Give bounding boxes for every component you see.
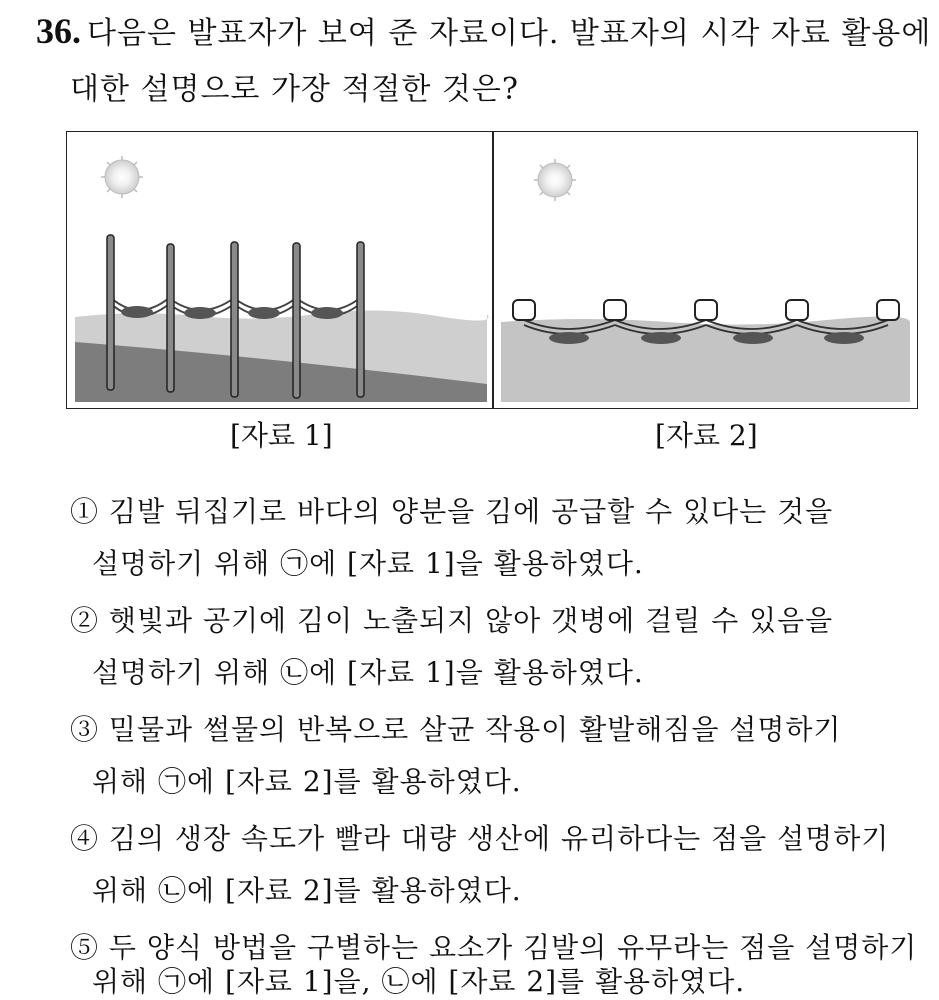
caption-figure-2: [자료 2] xyxy=(655,419,758,452)
question-line-1 xyxy=(36,8,931,52)
question-text-1: 다음은 발표자가 보여 준 자료이다. 발표자의 시각 자료 활용에 xyxy=(87,16,932,51)
caption-figure-1: [자료 1] xyxy=(230,419,333,452)
figure-divider xyxy=(492,132,494,408)
sun-icon xyxy=(101,156,143,198)
option-4-line-1: ④ 김의 생장 속도가 빨라 대량 생산에 유리하다는 점을 설명하기 xyxy=(70,822,890,855)
option-5-line-2: 위해 ㉠에 [자료 1]을, ㉡에 [자료 2]를 활용하였다. xyxy=(92,965,746,998)
option-4-line-2: 위해 ㉡에 [자료 2]를 활용하였다. xyxy=(92,874,522,907)
buoys xyxy=(513,300,899,320)
option-3-line-1: ③ 밀물과 썰물의 반복으로 살균 작용이 활발해짐을 설명하기 xyxy=(70,713,842,746)
question-line-2: 대한 설명으로 가장 적절한 것은? xyxy=(70,72,519,107)
option-3-line-2: 위해 ㉠에 [자료 2]를 활용하였다. xyxy=(92,765,522,798)
option-1-line-2: 설명하기 위해 ㉠에 [자료 1]을 활용하였다. xyxy=(92,547,644,580)
figure-box xyxy=(66,131,918,409)
option-1-line-1: ① 김발 뒤집기로 바다의 양분을 김에 공급할 수 있다는 것을 xyxy=(70,495,834,528)
option-5-line-1: ⑤ 두 양식 방법을 구별하는 요소가 김발의 유무라는 점을 설명하기 xyxy=(70,931,918,964)
option-2-line-2: 설명하기 위해 ㉡에 [자료 1]을 활용하였다. xyxy=(92,656,644,689)
figure-2-illustration xyxy=(501,159,910,402)
figure-1-illustration xyxy=(75,156,488,402)
question-number: 36. xyxy=(36,11,81,51)
option-2-line-1: ② 햇빛과 공기에 김이 노출되지 않아 갯병에 걸릴 수 있음을 xyxy=(70,604,834,637)
sun-icon xyxy=(534,159,576,201)
